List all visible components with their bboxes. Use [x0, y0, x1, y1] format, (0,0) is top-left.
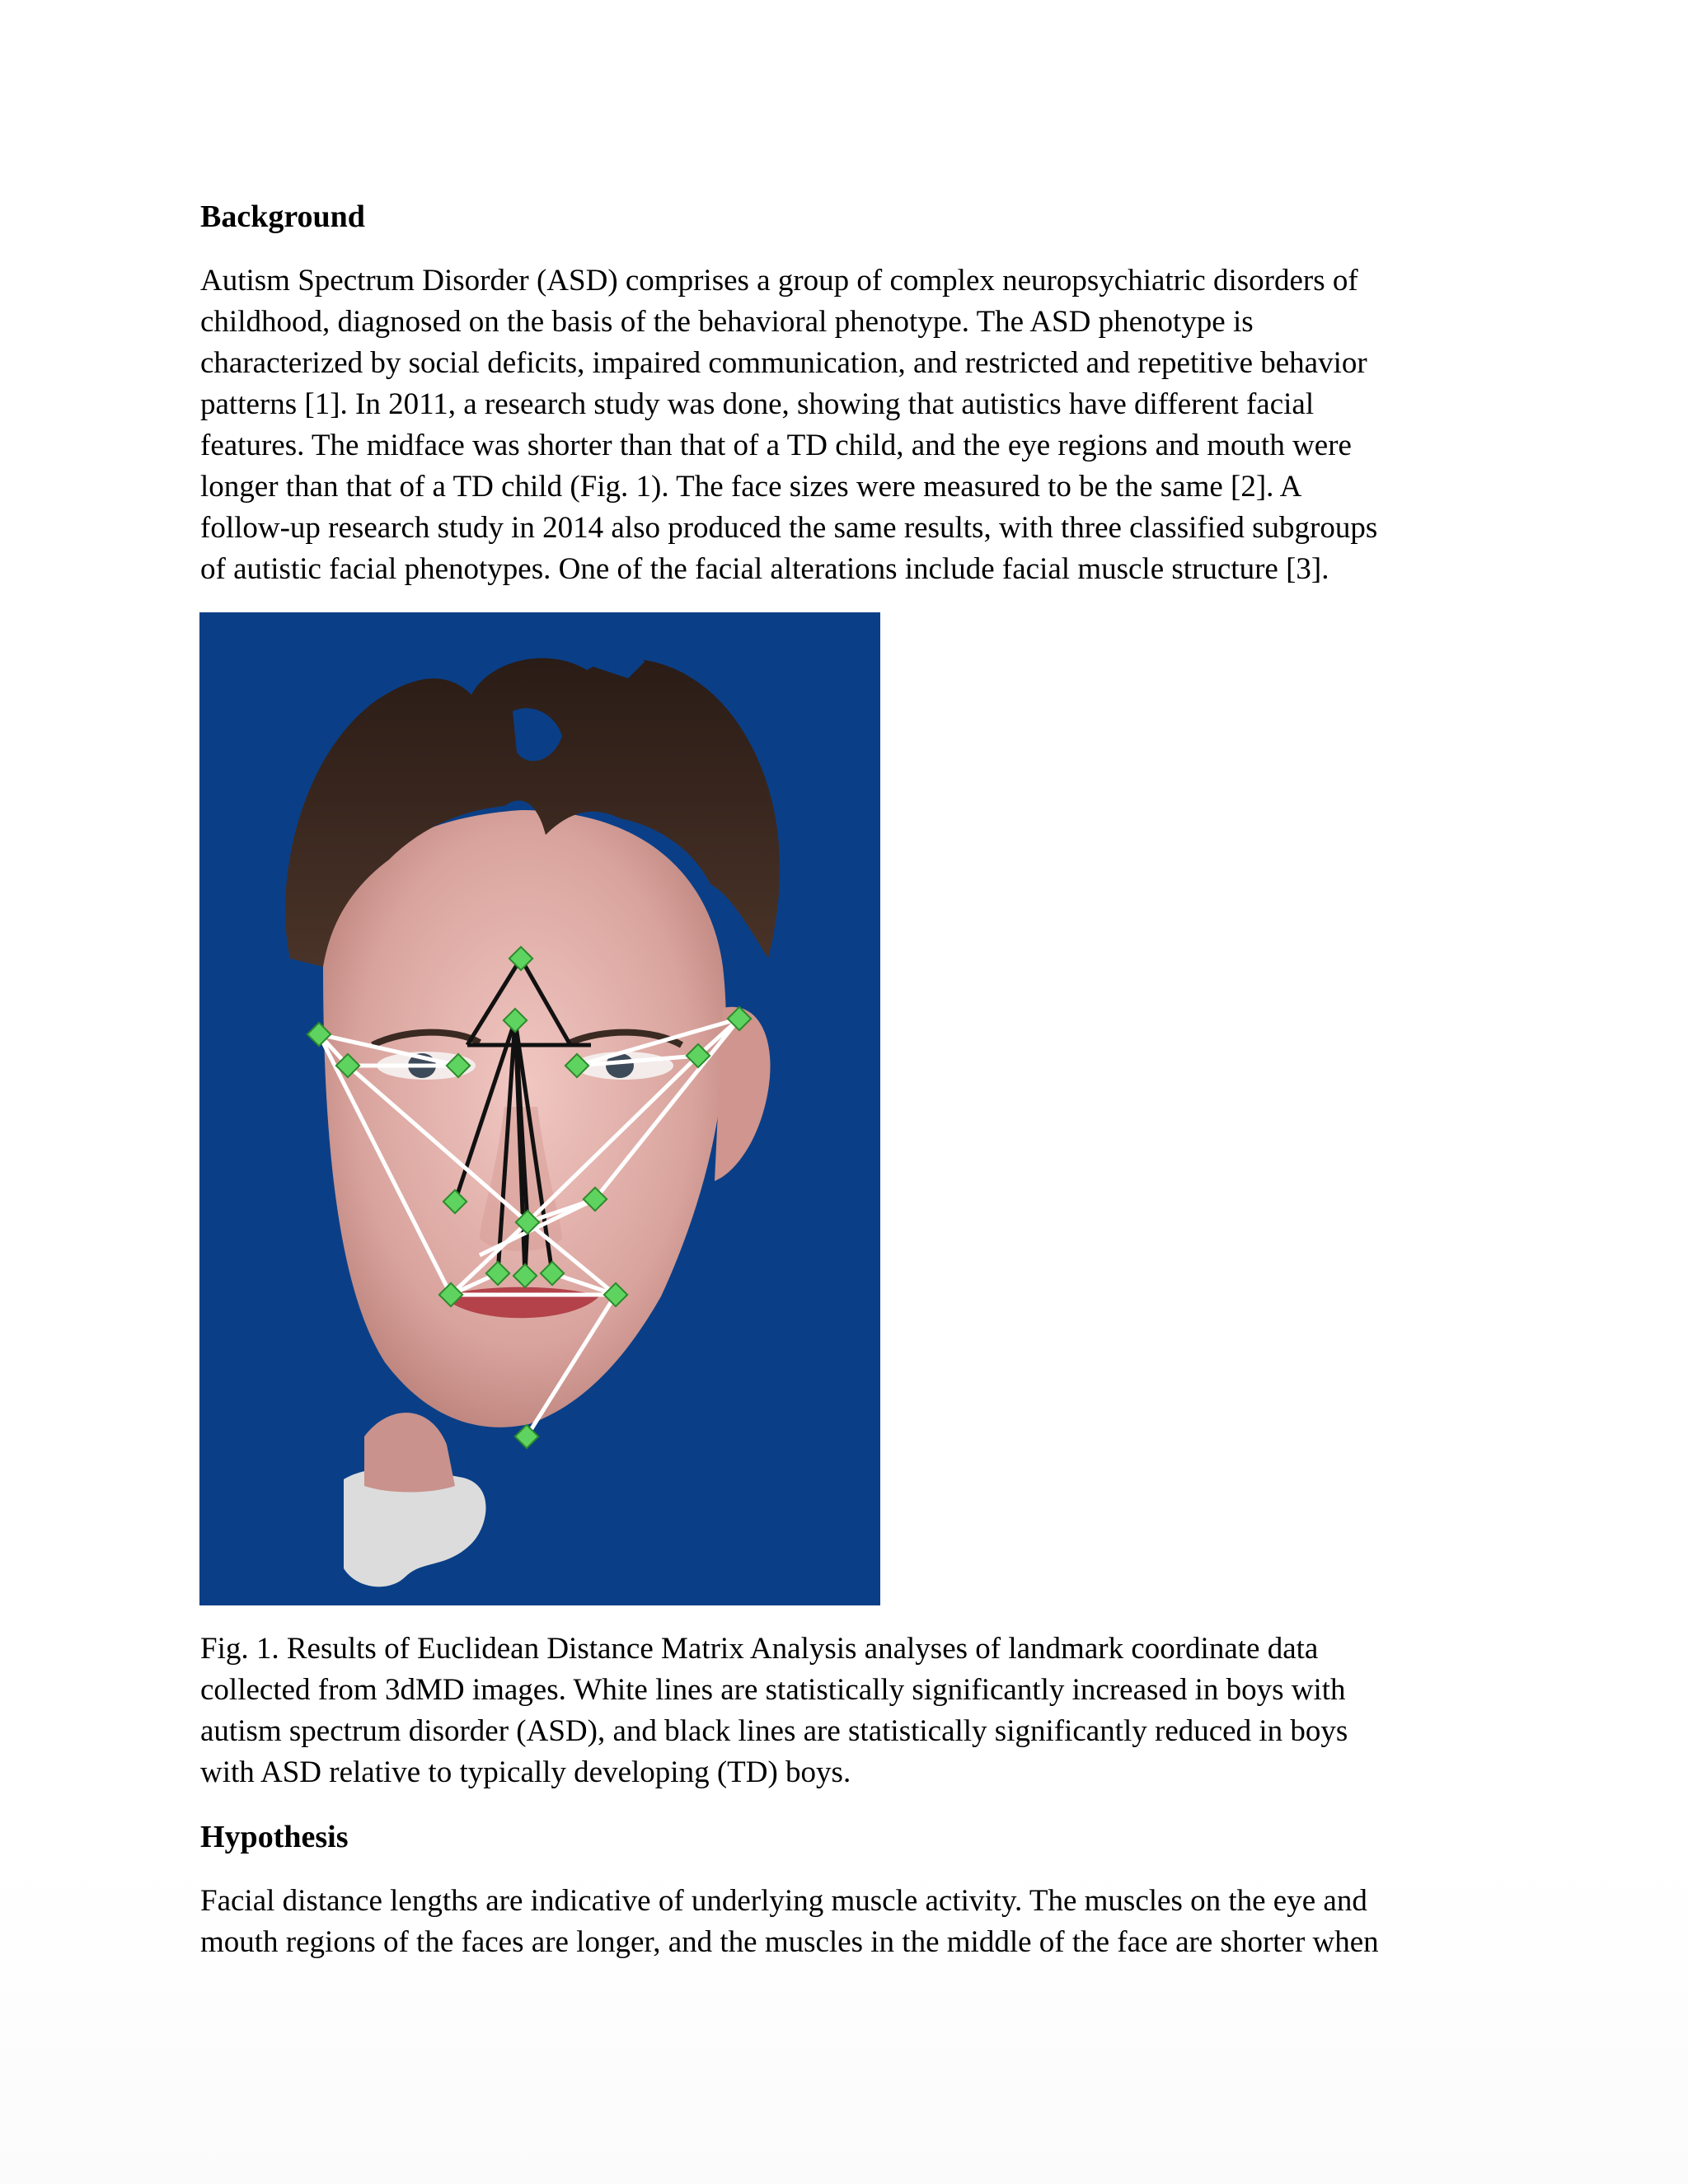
caption-line: collected from 3dMD images. White lines are statistically significantly increased in boys with [200, 1673, 1346, 1707]
background-line: longer than that of a TD child (Fig. 1). The face sizes were measured to be the same [2]. A [200, 470, 1302, 504]
background-line: follow-up research study in 2014 also produced the same results, with three classified subgroups [200, 511, 1378, 545]
hypothesis-line: mouth regions of the faces are longer, and the muscles in the middle of the face are shorter when [200, 1925, 1379, 1959]
face-landmark-figure [199, 612, 880, 1605]
background-line: Autism Spectrum Disorder (ASD) comprises a group of complex neuropsychiatric disorders of [200, 264, 1358, 298]
caption-line: autism spectrum disorder (ASD), and black lines are statistically significantly reduced in boys [200, 1714, 1348, 1748]
figure-caption [200, 1629, 1486, 1793]
hypothesis-heading: Hypothesis [200, 1820, 349, 1854]
caption-line: with ASD relative to typically developing (TD) boys. [200, 1755, 851, 1789]
background-line: characterized by social deficits, impaired communication, and restricted and repetitive behavior [200, 346, 1367, 380]
hypothesis-paragraph [200, 1881, 1486, 1963]
background-line: of autistic facial phenotypes. One of the facial alterations include facial muscle structure [3]. [200, 552, 1329, 586]
background-heading: Background [200, 199, 365, 234]
hypothesis-line: Facial distance lengths are indicative of underlying muscle activity. The muscles on the eye and [200, 1884, 1367, 1918]
caption-line: Fig. 1. Results of Euclidean Distance Matrix Analysis analyses of landmark coordinate data [200, 1632, 1319, 1666]
background-line: patterns [1]. In 2011, a research study was done, showing that autistics have different facial [200, 387, 1315, 421]
background-line: features. The midface was shorter than that of a TD child, and the eye regions and mouth were [200, 429, 1352, 462]
background-paragraph [200, 260, 1486, 590]
face-landmark-image [199, 612, 880, 1605]
background-line: childhood, diagnosed on the basis of the behavioral phenotype. The ASD phenotype is [200, 305, 1254, 339]
